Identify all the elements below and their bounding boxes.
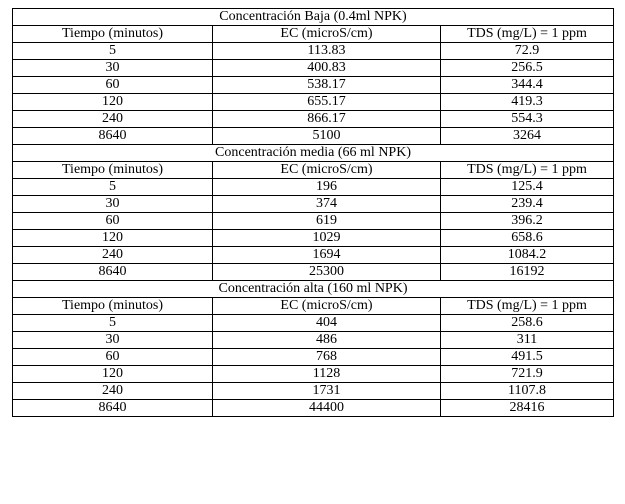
cell-tds: 721.9 — [441, 366, 614, 383]
cell-time: 5 — [13, 315, 213, 332]
cell-tds: 28416 — [441, 400, 614, 417]
cell-ec: 1128 — [213, 366, 441, 383]
table-row — [13, 213, 614, 230]
cell-ec: 538.17 — [213, 77, 441, 94]
table-row — [13, 128, 614, 145]
column-header-tds: TDS (mg/L) = 1 ppm — [441, 162, 614, 179]
cell-time: 60 — [13, 213, 213, 230]
cell-time: 240 — [13, 247, 213, 264]
cell-time: 240 — [13, 383, 213, 400]
table-row — [13, 383, 614, 400]
cell-time: 30 — [13, 332, 213, 349]
column-header-time: Tiempo (minutos) — [13, 298, 213, 315]
table-row — [13, 43, 614, 60]
cell-time: 8640 — [13, 128, 213, 145]
section-title-row — [13, 9, 614, 26]
table-row — [13, 332, 614, 349]
cell-ec: 619 — [213, 213, 441, 230]
cell-time: 8640 — [13, 264, 213, 281]
table-body — [13, 9, 614, 417]
cell-ec: 866.17 — [213, 111, 441, 128]
section-title: Concentración media (66 ml NPK) — [13, 145, 614, 162]
column-header-row — [13, 162, 614, 179]
cell-tds: 311 — [441, 332, 614, 349]
column-header-row — [13, 298, 614, 315]
section-title-row — [13, 281, 614, 298]
cell-tds: 344.4 — [441, 77, 614, 94]
cell-ec: 374 — [213, 196, 441, 213]
cell-tds: 1107.8 — [441, 383, 614, 400]
table-row — [13, 247, 614, 264]
cell-ec: 113.83 — [213, 43, 441, 60]
cell-tds: 258.6 — [441, 315, 614, 332]
cell-ec: 486 — [213, 332, 441, 349]
table-row — [13, 349, 614, 366]
cell-ec: 404 — [213, 315, 441, 332]
cell-ec: 44400 — [213, 400, 441, 417]
table-row — [13, 77, 614, 94]
cell-time: 120 — [13, 366, 213, 383]
column-header-ec: EC (microS/cm) — [213, 26, 441, 43]
table-row — [13, 179, 614, 196]
cell-ec: 1694 — [213, 247, 441, 264]
table-row — [13, 111, 614, 128]
cell-time: 120 — [13, 230, 213, 247]
table-row — [13, 94, 614, 111]
cell-tds: 658.6 — [441, 230, 614, 247]
cell-tds: 1084.2 — [441, 247, 614, 264]
column-header-time: Tiempo (minutos) — [13, 26, 213, 43]
cell-ec: 196 — [213, 179, 441, 196]
section-title: Concentración alta (160 ml NPK) — [13, 281, 614, 298]
table-row — [13, 230, 614, 247]
cell-ec: 25300 — [213, 264, 441, 281]
table-row — [13, 60, 614, 77]
section-title: Concentración Baja (0.4ml NPK) — [13, 9, 614, 26]
table-row — [13, 400, 614, 417]
column-header-tds: TDS (mg/L) = 1 ppm — [441, 298, 614, 315]
table-row — [13, 315, 614, 332]
cell-ec: 1029 — [213, 230, 441, 247]
cell-tds: 125.4 — [441, 179, 614, 196]
cell-time: 120 — [13, 94, 213, 111]
table-row — [13, 264, 614, 281]
cell-time: 5 — [13, 43, 213, 60]
cell-tds: 396.2 — [441, 213, 614, 230]
cell-ec: 1731 — [213, 383, 441, 400]
cell-tds: 16192 — [441, 264, 614, 281]
cell-time: 30 — [13, 196, 213, 213]
column-header-ec: EC (microS/cm) — [213, 298, 441, 315]
column-header-ec: EC (microS/cm) — [213, 162, 441, 179]
cell-tds: 419.3 — [441, 94, 614, 111]
cell-tds: 239.4 — [441, 196, 614, 213]
concentration-table — [12, 8, 614, 417]
table-row — [13, 196, 614, 213]
cell-time: 5 — [13, 179, 213, 196]
cell-tds: 256.5 — [441, 60, 614, 77]
cell-ec: 768 — [213, 349, 441, 366]
cell-ec: 655.17 — [213, 94, 441, 111]
cell-time: 8640 — [13, 400, 213, 417]
column-header-tds: TDS (mg/L) = 1 ppm — [441, 26, 614, 43]
cell-tds: 554.3 — [441, 111, 614, 128]
section-title-row — [13, 145, 614, 162]
cell-ec: 400.83 — [213, 60, 441, 77]
column-header-time: Tiempo (minutos) — [13, 162, 213, 179]
cell-time: 60 — [13, 349, 213, 366]
cell-tds: 491.5 — [441, 349, 614, 366]
column-header-row — [13, 26, 614, 43]
cell-tds: 3264 — [441, 128, 614, 145]
cell-time: 60 — [13, 77, 213, 94]
cell-time: 240 — [13, 111, 213, 128]
cell-time: 30 — [13, 60, 213, 77]
cell-tds: 72.9 — [441, 43, 614, 60]
table-row — [13, 366, 614, 383]
cell-ec: 5100 — [213, 128, 441, 145]
